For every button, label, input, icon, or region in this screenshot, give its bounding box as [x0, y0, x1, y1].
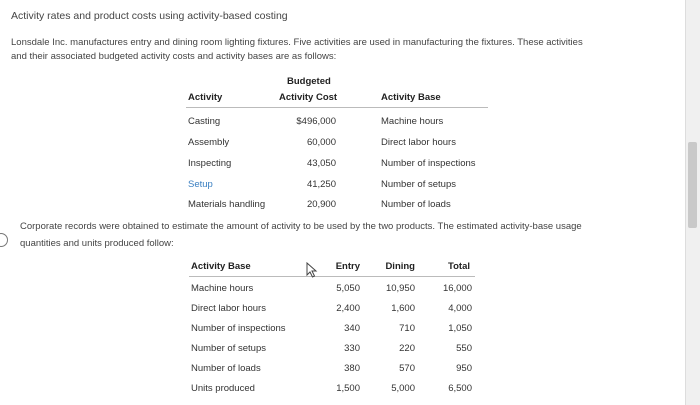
usage-row-entry: 330	[344, 343, 360, 354]
col-header-dining: Dining	[385, 261, 415, 272]
intro-line-2: and their associated budgeted activity costs and activity bases are as follows:	[11, 51, 337, 62]
row-base: Number of inspections	[381, 158, 476, 169]
row-activity: Inspecting	[188, 158, 232, 169]
usage-row-total: 16,000	[442, 283, 472, 294]
usage-row-base: Number of loads	[191, 363, 261, 374]
row-activity: Casting	[188, 116, 221, 127]
usage-row-entry: 1,500	[336, 383, 360, 394]
usage-row-dining: 1,600	[391, 303, 415, 314]
radio-indicator-icon	[0, 233, 8, 247]
row-activity: Assembly	[188, 137, 230, 148]
usage-row-base: Machine hours	[191, 283, 254, 294]
row-activity: Setup	[188, 179, 213, 190]
row-cost: 60,000	[306, 137, 336, 148]
col-header-budgeted: Budgeted	[287, 76, 331, 87]
row-cost: 20,900	[306, 199, 336, 210]
row-base: Number of loads	[381, 199, 451, 210]
usage-row-dining: 10,950	[385, 283, 415, 294]
usage-row-entry: 5,050	[336, 283, 360, 294]
col-header-activity: Activity	[188, 92, 223, 103]
usage-row-dining: 220	[399, 343, 415, 354]
corporate-records-line-1: Corporate records were obtained to estimate the amount of activity to be used by the two products. The estimated activity-base usage	[20, 221, 582, 232]
usage-row-total: 4,000	[448, 303, 472, 314]
mouse-cursor-icon	[306, 262, 318, 281]
usage-row-total: 550	[456, 343, 472, 354]
page-title: Activity rates and product costs using activity-based costing	[11, 10, 288, 22]
row-cost: $496,000	[296, 116, 336, 127]
usage-row-total: 1,050	[448, 323, 472, 334]
usage-row-entry: 2,400	[336, 303, 360, 314]
usage-row-base: Direct labor hours	[191, 303, 266, 314]
usage-row-base: Units produced	[191, 383, 255, 394]
usage-row-base: Number of setups	[191, 343, 266, 354]
header-rule	[186, 107, 488, 108]
row-base: Machine hours	[381, 116, 444, 127]
row-base: Number of setups	[381, 179, 456, 190]
row-base: Direct labor hours	[381, 137, 456, 148]
scrollbar-thumb[interactable]	[688, 142, 697, 228]
col-header-activity-cost: Activity Cost	[279, 92, 338, 103]
intro-line-1: Lonsdale Inc. manufactures entry and dining room lighting fixtures. Five activities are used in manufacturing the fixtures. These activities	[11, 37, 583, 48]
row-activity: Materials handling	[188, 199, 266, 210]
usage-row-total: 6,500	[448, 383, 472, 394]
row-cost: 41,250	[306, 179, 336, 190]
col-header-entry: Entry	[335, 261, 360, 272]
usage-row-base: Number of inspections	[191, 323, 286, 334]
vertical-scrollbar[interactable]	[685, 0, 700, 405]
corporate-records-line-2: quantities and units produced follow:	[20, 238, 174, 249]
row-cost: 43,050	[306, 158, 336, 169]
usage-row-dining: 710	[399, 323, 415, 334]
usage-row-total: 950	[456, 363, 472, 374]
usage-row-entry: 380	[344, 363, 360, 374]
col-header-activity-base: Activity Base	[381, 92, 441, 103]
usage-row-entry: 340	[344, 323, 360, 334]
usage-row-dining: 5,000	[391, 383, 415, 394]
col-header-activity-base: Activity Base	[191, 261, 251, 272]
header-rule	[189, 276, 475, 277]
col-header-total: Total	[448, 261, 470, 272]
usage-row-dining: 570	[399, 363, 415, 374]
